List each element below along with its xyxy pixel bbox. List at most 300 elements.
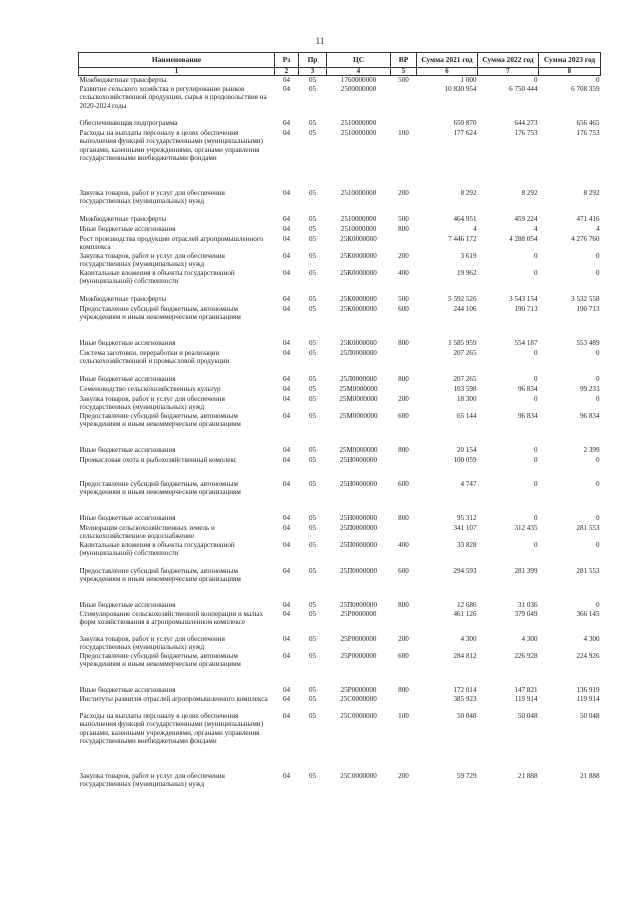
row-sum-2021: 1 585 959 — [448, 338, 477, 347]
row-sum-2021: 18 300 — [456, 394, 477, 403]
row-vr: 600 — [398, 304, 409, 313]
row-rz: 04 — [282, 224, 291, 233]
row-sum-2022: 0 — [533, 540, 538, 549]
row-name: Иные бюджетные ассигнования — [79, 600, 176, 609]
row-rz: 04 — [282, 128, 291, 137]
row-cs: 2510000000 — [340, 224, 377, 233]
row-rz: 04 — [282, 455, 291, 464]
row-rz: 04 — [282, 268, 291, 277]
row-sum-2023: 4 276 760 — [571, 234, 600, 243]
row-sum-2023: 2 399 — [583, 445, 600, 454]
row-name: Иные бюджетные ассигнования — [79, 685, 176, 694]
row-rz: 04 — [282, 771, 291, 780]
row-pr: 05 — [308, 304, 317, 313]
row-rz: 04 — [282, 634, 291, 643]
row-cs: 25Р0000000 — [340, 685, 377, 694]
row-sum-2021: 8 292 — [460, 188, 477, 197]
row-rz: 04 — [282, 609, 291, 618]
row-cs: 25П0000000 — [339, 566, 378, 575]
row-vr: 200 — [398, 188, 409, 197]
row-vr: 100 — [398, 128, 409, 137]
table-row — [79, 446, 601, 456]
row-vr: 800 — [398, 445, 409, 454]
row-pr: 05 — [308, 566, 317, 575]
row-sum-2021: 294 593 — [453, 566, 477, 575]
row-sum-2022: 4 288 054 — [509, 234, 538, 243]
row-name: Иные бюджетные ассигнования — [79, 445, 176, 454]
row-vr: 500 — [398, 294, 409, 303]
row-rz: 04 — [282, 338, 291, 347]
row-name: Межбюджетные трансферты — [79, 76, 167, 84]
row-sum-2023: 0 — [595, 268, 600, 277]
table-row — [79, 295, 601, 305]
row-pr: 05 — [308, 394, 317, 403]
row-sum-2023: 136 919 — [576, 685, 600, 694]
row-cs: 2510000000 — [340, 214, 377, 223]
row-vr — [391, 610, 417, 635]
row-cs: 25П0000000 — [339, 540, 378, 549]
row-vr: 200 — [398, 634, 409, 643]
row-vr — [391, 385, 417, 395]
row-sum-2023: 99 233 — [579, 384, 600, 393]
row-name: Предоставление субсидий бюджетным, автономным учреждениям и иным некоммерческим организациям — [79, 479, 241, 496]
row-sum-2022: 312 435 — [514, 523, 538, 532]
row-rz: 04 — [282, 540, 291, 549]
row-vr: 500 — [398, 76, 409, 84]
row-pr: 05 — [308, 338, 317, 347]
row-cs: 25Н0000000 — [339, 455, 378, 464]
row-vr: 200 — [398, 394, 409, 403]
row-sum-2023: 553 489 — [576, 338, 600, 347]
row-name: Обеспечивающая подпрограмма — [79, 118, 178, 127]
row-sum-2023: 656 465 — [576, 118, 600, 127]
column-number: 2 — [275, 68, 299, 76]
row-rz: 04 — [282, 445, 291, 454]
row-vr: 100 — [398, 711, 409, 720]
row-sum-2022: 31 036 — [517, 600, 538, 609]
header-name: Наименование — [79, 53, 275, 68]
table-row — [79, 524, 601, 541]
row-vr — [391, 695, 417, 712]
row-sum-2023: 366 145 — [576, 609, 600, 618]
row-sum-2021: 207 265 — [453, 348, 477, 357]
table-row — [79, 375, 601, 385]
row-rz: 04 — [282, 188, 291, 197]
row-sum-2023: 0 — [595, 394, 600, 403]
column-number: 7 — [478, 68, 539, 76]
row-sum-2021: 103 598 — [453, 384, 477, 393]
column-number: 1 — [79, 68, 275, 76]
table-row — [79, 514, 601, 524]
row-sum-2023: 4 300 — [583, 634, 600, 643]
row-sum-2023: 471 416 — [576, 214, 600, 223]
table-row — [79, 686, 601, 695]
row-name: Закупка товаров, работ и услуг для обеспечения государственных (муниципальных) нужд — [79, 394, 225, 411]
row-sum-2021: 650 870 — [453, 118, 477, 127]
row-sum-2023: 0 — [595, 455, 600, 464]
table-row — [79, 85, 601, 119]
column-number: 6 — [417, 68, 478, 76]
row-vr: 800 — [398, 685, 409, 694]
row-rz: 04 — [282, 479, 291, 488]
row-cs: 25М0000000 — [339, 445, 378, 454]
row-pr: 05 — [308, 128, 317, 137]
table-row — [79, 339, 601, 349]
row-pr: 05 — [308, 479, 317, 488]
row-rz: 04 — [282, 711, 291, 720]
table-row — [79, 541, 601, 567]
row-name: Развитие сельского хозяйства и регулирование рынков сельскохозяйственной продукции, сырья и продовольствия на 2020-2024 годы — [79, 84, 267, 110]
row-cs: 2510000000 — [340, 118, 377, 127]
row-sum-2022: 554 187 — [514, 338, 538, 347]
row-name: Рост производства продукции отраслей агропромышленного комплекса — [79, 234, 264, 251]
table-row — [79, 305, 601, 339]
row-rz: 04 — [282, 374, 291, 383]
row-sum-2023: 0 — [595, 251, 600, 260]
row-sum-2022: 21 888 — [517, 771, 538, 780]
row-name: Закупка товаров, работ и услуг для обеспечения государственных (муниципальных) нужд — [79, 188, 225, 205]
row-name: Закупка товаров, работ и услуг для обеспечения государственных (муниципальных) нужд — [79, 251, 225, 268]
row-name: Стимулирование сельскохозяйственной кооперации и малых форм хозяйствования в агропромышленном комплексе — [79, 609, 264, 626]
row-pr: 05 — [308, 513, 317, 522]
row-sum-2023: 176 753 — [576, 128, 600, 137]
table-column-numbers-row — [79, 68, 601, 76]
row-sum-2023: 8 292 — [583, 188, 600, 197]
row-vr — [391, 456, 417, 480]
table-row — [79, 635, 601, 652]
row-cs: 2510000000 — [340, 128, 377, 137]
row-pr: 05 — [308, 214, 317, 223]
row-cs: 25С0000000 — [340, 771, 377, 780]
row-name: Капитальные вложения в объекты государственной (муниципальной) собственности — [79, 268, 235, 285]
row-sum-2021: 33 828 — [456, 540, 477, 549]
row-sum-2023: 50 048 — [579, 711, 600, 720]
table-row — [79, 189, 601, 215]
row-sum-2023: 3 532 558 — [571, 294, 600, 303]
row-pr: 05 — [308, 634, 317, 643]
row-sum-2021: 207 265 — [453, 374, 477, 383]
row-name: Капитальные вложения в объекты государственной (муниципальной) собственности — [79, 540, 235, 557]
row-vr: 400 — [398, 268, 409, 277]
row-name: Промысловая охота и рыбохозяйственный комплекс — [79, 455, 237, 464]
row-sum-2022: 4 — [533, 224, 538, 233]
row-sum-2023: 281 553 — [576, 523, 600, 532]
row-sum-2021: 4 747 — [460, 479, 477, 488]
row-vr — [391, 349, 417, 375]
row-name: Предоставление субсидий бюджетным, автономным учреждениям и иным некоммерческим организациям — [79, 304, 241, 321]
row-cs: 25П0000000 — [339, 600, 378, 609]
row-vr: 400 — [398, 540, 409, 549]
row-rz: 04 — [282, 348, 291, 357]
row-name: Мелиорация сельскохозяйственных земель и сельскохозяйственное водоснабжение — [79, 523, 215, 540]
row-sum-2022: 0 — [533, 76, 538, 84]
row-sum-2023: 0 — [595, 513, 600, 522]
row-cs: 25К0000000 — [340, 338, 377, 347]
row-pr: 05 — [308, 609, 317, 618]
row-sum-2021: 19 962 — [456, 268, 477, 277]
row-sum-2022: 226 928 — [514, 651, 538, 660]
row-sum-2023: 190 713 — [576, 304, 600, 313]
row-pr: 05 — [308, 455, 317, 464]
row-pr: 05 — [308, 188, 317, 197]
table-row — [79, 269, 601, 295]
row-pr: 05 — [308, 651, 317, 660]
row-name: Иные бюджетные ассигнования — [79, 224, 176, 233]
row-cs: 25М0000000 — [339, 411, 378, 420]
row-cs: 25Н0000000 — [339, 479, 378, 488]
row-name: Иные бюджетные ассигнования — [79, 338, 176, 347]
row-sum-2023: 0 — [595, 479, 600, 488]
row-sum-2021: 244 106 — [453, 304, 477, 313]
row-sum-2022: 281 399 — [514, 566, 538, 575]
row-sum-2022: 0 — [533, 251, 538, 260]
row-pr: 05 — [308, 771, 317, 780]
row-vr — [391, 235, 417, 252]
table-row — [79, 215, 601, 225]
row-sum-2023: 0 — [595, 348, 600, 357]
row-cs: 25Р0000000 — [340, 651, 377, 660]
row-sum-2022: 147 821 — [514, 685, 538, 694]
row-vr — [391, 119, 417, 129]
row-sum-2022: 119 914 — [514, 694, 538, 703]
table-row — [79, 252, 601, 269]
row-sum-2022: 0 — [533, 394, 538, 403]
row-cs: 25Н0000000 — [339, 513, 378, 522]
row-pr: 05 — [308, 374, 317, 383]
row-pr: 05 — [308, 118, 317, 127]
row-vr: 600 — [398, 411, 409, 420]
column-number: 8 — [539, 68, 601, 76]
row-cs: 25П0000000 — [339, 523, 378, 532]
row-sum-2021: 7 446 172 — [448, 234, 477, 243]
header-rz: Рз — [275, 53, 299, 68]
row-sum-2021: 12 686 — [456, 600, 477, 609]
row-sum-2021: 95 312 — [456, 513, 477, 522]
row-sum-2022: 0 — [533, 455, 538, 464]
row-cs: 25К0000000 — [340, 294, 377, 303]
row-sum-2022: 0 — [533, 479, 538, 488]
column-number: 4 — [327, 68, 391, 76]
row-sum-2022: 3 543 154 — [509, 294, 538, 303]
row-vr: 800 — [398, 513, 409, 522]
row-sum-2021: 284 812 — [453, 651, 477, 660]
row-sum-2022: 176 753 — [514, 128, 538, 137]
row-sum-2022: 6 750 444 — [509, 84, 538, 93]
row-sum-2021: 177 624 — [453, 128, 477, 137]
row-cs: 25Р0000000 — [340, 634, 377, 643]
row-sum-2023: 0 — [595, 600, 600, 609]
page-number: 11 — [315, 36, 325, 46]
row-sum-2021: 50 048 — [456, 711, 477, 720]
row-sum-2023: 21 888 — [579, 771, 600, 780]
row-sum-2022: 4 300 — [521, 634, 538, 643]
row-pr: 05 — [308, 445, 317, 454]
row-sum-2022: 8 292 — [521, 188, 538, 197]
row-sum-2022: 459 224 — [514, 214, 538, 223]
row-sum-2022: 96 834 — [517, 411, 538, 420]
header-2022: Сумма 2022 год — [478, 53, 539, 68]
row-name: Расходы на выплаты персоналу в целях обеспечения выполнения функций государственными (муниципальными) органами, казенными учреждениями, органами управления государственными внебюджетными фондами — [79, 711, 263, 745]
row-sum-2021: 464 951 — [453, 214, 477, 223]
row-pr: 05 — [308, 685, 317, 694]
row-cs: 25К0000000 — [340, 251, 377, 260]
row-sum-2022: 50 048 — [517, 711, 538, 720]
row-sum-2022: 644 273 — [514, 118, 538, 127]
row-name: Межбюджетные трансферты — [79, 294, 167, 303]
header-2023: Сумма 2023 год — [539, 53, 601, 68]
row-sum-2023: 224 926 — [576, 651, 600, 660]
row-sum-2023: 0 — [595, 76, 600, 84]
row-vr: 600 — [398, 651, 409, 660]
row-rz: 04 — [282, 76, 291, 84]
row-rz: 04 — [282, 384, 291, 393]
row-sum-2022: 190 713 — [514, 304, 538, 313]
row-rz: 04 — [282, 118, 291, 127]
row-sum-2022: 379 049 — [514, 609, 538, 618]
row-cs: 25К0000000 — [340, 234, 377, 243]
row-pr: 05 — [308, 384, 317, 393]
row-pr: 05 — [308, 348, 317, 357]
row-rz: 04 — [282, 600, 291, 609]
row-vr: 600 — [398, 479, 409, 488]
row-cs: 25К0000000 — [340, 268, 377, 277]
row-cs: 25М0000000 — [339, 394, 378, 403]
row-name: Предоставление субсидий бюджетным, автономным учреждениям и иным некоммерческим организациям — [79, 566, 241, 583]
row-sum-2021: 461 126 — [453, 609, 477, 618]
row-sum-2021: 172 014 — [453, 685, 477, 694]
row-sum-2021: 20 154 — [456, 445, 477, 454]
column-number: 5 — [391, 68, 417, 76]
table-row — [79, 129, 601, 189]
row-sum-2021: 385 923 — [453, 694, 477, 703]
row-vr: 800 — [398, 224, 409, 233]
row-name: Институты развития отраслей агропромышленного комплекса — [79, 694, 268, 703]
table-row — [79, 567, 601, 601]
table-row — [79, 385, 601, 395]
row-rz: 04 — [282, 304, 291, 313]
row-sum-2021: 100 059 — [453, 455, 477, 464]
row-vr: 800 — [398, 374, 409, 383]
row-sum-2021: 65 144 — [456, 411, 477, 420]
row-rz: 04 — [282, 411, 291, 420]
row-rz: 04 — [282, 234, 291, 243]
row-sum-2021: 10 830 954 — [444, 84, 477, 93]
row-sum-2022: 96 834 — [517, 384, 538, 393]
table-header-row — [79, 53, 601, 68]
row-name: Межбюджетные трансферты — [79, 214, 167, 223]
row-rz: 04 — [282, 685, 291, 694]
row-cs: 25Л0000000 — [340, 348, 377, 357]
row-rz: 04 — [282, 251, 291, 260]
table-row — [79, 412, 601, 446]
row-cs: 25М0000000 — [339, 384, 378, 393]
row-rz: 04 — [282, 84, 291, 93]
row-pr: 05 — [308, 294, 317, 303]
row-cs: 1760000000 — [340, 76, 377, 84]
header-pr: Пр — [299, 53, 327, 68]
row-sum-2022: 0 — [533, 348, 538, 357]
header-cs: ЦС — [327, 53, 391, 68]
row-cs: 25С0000000 — [340, 711, 377, 720]
row-vr — [391, 85, 417, 119]
row-pr: 05 — [308, 234, 317, 243]
row-pr: 05 — [308, 523, 317, 532]
table-row — [79, 349, 601, 375]
row-vr: 200 — [398, 771, 409, 780]
row-name: Предоставление субсидий бюджетным, автономным учреждениям и иным некоммерческим организациям — [79, 651, 241, 668]
row-name: Закупка товаров, работ и услуг для обеспечения государственных (муниципальных) нужд — [79, 771, 225, 788]
row-sum-2021: 4 300 — [460, 634, 477, 643]
row-rz: 04 — [282, 394, 291, 403]
table-row — [79, 772, 601, 792]
row-rz: 04 — [282, 513, 291, 522]
budget-table — [78, 52, 601, 792]
row-rz: 04 — [282, 694, 291, 703]
row-name: Семеноводство сельскохозяйственных культур — [79, 384, 221, 393]
row-cs: 25Л0000000 — [340, 374, 377, 383]
row-sum-2022: 0 — [533, 374, 538, 383]
row-vr: 800 — [398, 600, 409, 609]
row-vr — [391, 524, 417, 541]
table-row — [79, 76, 601, 85]
row-sum-2023: 96 834 — [579, 411, 600, 420]
row-rz: 04 — [282, 651, 291, 660]
table-row — [79, 610, 601, 635]
row-sum-2021: 3 619 — [460, 251, 477, 260]
row-vr: 500 — [398, 214, 409, 223]
row-cs: 2510000000 — [340, 188, 377, 197]
row-sum-2023: 4 — [595, 224, 600, 233]
row-name: Предоставление субсидий бюджетным, автономным учреждениям и иным некоммерческим организациям — [79, 411, 241, 428]
row-pr: 05 — [308, 411, 317, 420]
row-vr: 200 — [398, 251, 409, 260]
row-pr: 05 — [308, 251, 317, 260]
row-pr: 05 — [308, 540, 317, 549]
row-rz: 04 — [282, 566, 291, 575]
table-row — [79, 601, 601, 610]
row-vr: 800 — [398, 338, 409, 347]
table-row — [79, 225, 601, 235]
row-pr: 05 — [308, 711, 317, 720]
row-sum-2022: 0 — [533, 268, 538, 277]
row-pr: 05 — [308, 268, 317, 277]
table-row — [79, 119, 601, 129]
table-row — [79, 235, 601, 252]
row-cs: 25К0000000 — [340, 304, 377, 313]
row-vr: 600 — [398, 566, 409, 575]
row-cs: 25Р0000000 — [340, 609, 377, 618]
table-row — [79, 712, 601, 772]
row-sum-2021: 341 107 — [453, 523, 477, 532]
row-sum-2021: 4 — [472, 224, 477, 233]
table-row — [79, 456, 601, 480]
row-rz: 04 — [282, 294, 291, 303]
row-pr: 05 — [308, 224, 317, 233]
header-vr: ВР — [391, 53, 417, 68]
column-number: 3 — [299, 68, 327, 76]
row-name: Закупка товаров, работ и услуг для обеспечения государственных (муниципальных) нужд — [79, 634, 225, 651]
row-cs: 2500000000 — [340, 84, 377, 93]
row-rz: 04 — [282, 214, 291, 223]
table-row — [79, 695, 601, 712]
row-name: Иные бюджетные ассигнования — [79, 374, 176, 383]
row-name: Система заготовки, переработки и реализации сельскохозяйственной и промысловой продукции — [79, 348, 230, 365]
row-sum-2023: 0 — [595, 374, 600, 383]
row-rz: 04 — [282, 523, 291, 532]
row-sum-2023: 119 914 — [576, 694, 600, 703]
row-sum-2023: 6 708 359 — [571, 84, 600, 93]
table-row — [79, 652, 601, 686]
